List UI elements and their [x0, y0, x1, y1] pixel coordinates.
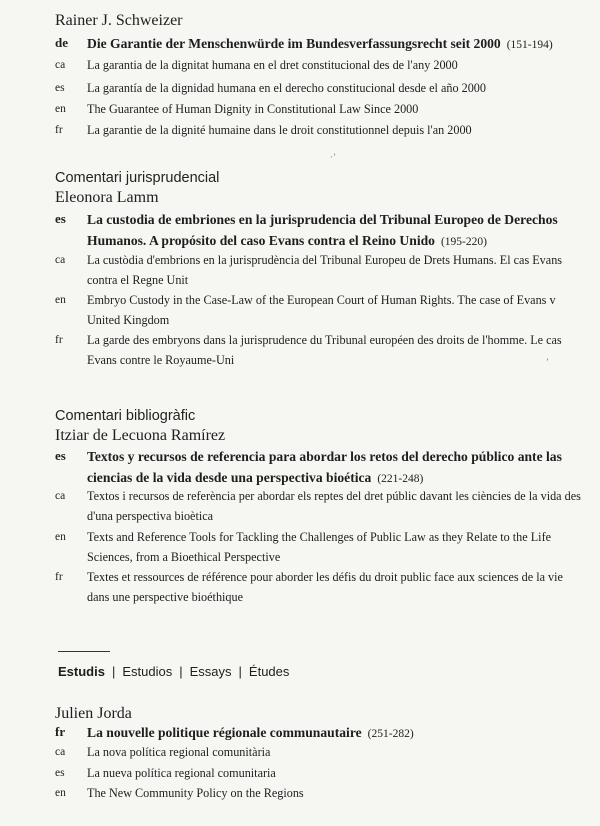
- studies-label-fr: Études: [248, 664, 290, 679]
- language-code: ca: [55, 254, 66, 266]
- author-name: Itziar de Lecuona Ramírez: [55, 427, 226, 444]
- translated-title: Textes et ressources de référence pour aborder les défis du droit public face aux sciences de la vie dans une perspective bioéthique: [87, 570, 563, 604]
- language-code: ca: [55, 59, 66, 71]
- language-code: en: [55, 531, 66, 543]
- translated-title: La garantie de la dignité humaine dans le droit constitutionnel depuis l'an 2000: [87, 123, 472, 137]
- scan-speck: ʼ: [546, 357, 549, 367]
- separator: |: [238, 664, 242, 679]
- studies-label-ca: Estudis: [58, 664, 105, 679]
- translated-title: La garantia de la dignitat humana en el dret constitucional des de l'any 2000: [87, 58, 458, 72]
- language-code: fr: [55, 724, 66, 739]
- scan-speck: ·ʼ: [330, 152, 336, 162]
- language-code: fr: [55, 124, 63, 136]
- translated-title: The Guarantee of Human Dignity in Constitutional Law Since 2000: [87, 102, 419, 116]
- translated-title: Textos i recursos de referència per abordar els reptes del dret públic davant les ciències de la vida des d'una perspectiva bioètica: [87, 489, 581, 523]
- language-code: es: [55, 767, 65, 779]
- language-code: en: [55, 103, 66, 115]
- language-code: fr: [55, 571, 63, 583]
- language-code: es: [55, 448, 66, 463]
- language-code: fr: [55, 334, 63, 346]
- title-text: La custodia de embriones en la jurisprudencia del Tribunal Europeo de Derechos Humanos. A propósito del caso Evans contra el Reino Unido: [87, 212, 558, 248]
- author-name: Julien Jorda: [55, 705, 132, 722]
- page-range: (251-282): [367, 728, 414, 740]
- language-code: es: [55, 211, 66, 226]
- section-divider: [58, 651, 110, 652]
- language-code: ca: [55, 746, 66, 758]
- studies-label-es: Estudios: [122, 664, 173, 679]
- article-title: [87, 33, 587, 56]
- section-heading: Comentari jurisprudencial: [55, 170, 220, 186]
- page-range: (195-220): [440, 236, 487, 248]
- title-text: Die Garantie der Menschenwürde im Bundesverfassungsrecht seit 2000: [87, 36, 501, 51]
- author-name: Rainer J. Schweizer: [55, 12, 183, 29]
- page-range: (221-248): [377, 473, 424, 485]
- language-code: en: [55, 294, 66, 306]
- title-text: Textos y recursos de referencia para abordar los retos del derecho público ante las ciencias de la vida desde una perspectiva bioética: [87, 449, 562, 485]
- translated-title: Embryo Custody in the Case-Law of the European Court of Human Rights. The case of Evans v United Kingdom: [87, 293, 556, 327]
- language-code: ca: [55, 490, 66, 502]
- translated-title: La custòdia d'embrions en la jurisprudència del Tribunal Europeu de Drets Humans. El cas Evans contra el Regne Unit: [87, 253, 563, 287]
- translated-title: The New Community Policy on the Regions: [87, 786, 304, 800]
- page-range: (151-194): [506, 39, 553, 51]
- separator: |: [111, 664, 116, 679]
- translated-title: La garantía de la dignidad humana en el derecho constitucional desde el año 2000: [87, 81, 486, 95]
- translated-title: La nueva política regional comunitaria: [87, 766, 276, 780]
- studies-label-en: Essays: [189, 664, 232, 679]
- article-title: [87, 446, 587, 490]
- language-code: en: [55, 787, 66, 799]
- translated-title: La nova política regional comunitària: [87, 745, 271, 759]
- language-code: es: [55, 82, 65, 94]
- translated-title: La garde des embryons dans la jurisprudence du Tribunal européen des droits de l'homme. Le cas Evans contre le Royaume-Uni: [87, 333, 562, 367]
- title-text: La nouvelle politique régionale communautaire: [87, 725, 362, 740]
- author-name: Eleonora Lamm: [55, 189, 159, 206]
- section-heading: Comentari bibliogràfic: [55, 408, 196, 424]
- translated-title: Texts and Reference Tools for Tackling the Challenges of Public Law as they Relate to the Life Sciences, from a Bioethical Perspective: [87, 530, 552, 564]
- separator: |: [179, 664, 183, 679]
- language-code: de: [55, 35, 68, 50]
- studies-header: [58, 663, 289, 681]
- article-title: [87, 209, 587, 253]
